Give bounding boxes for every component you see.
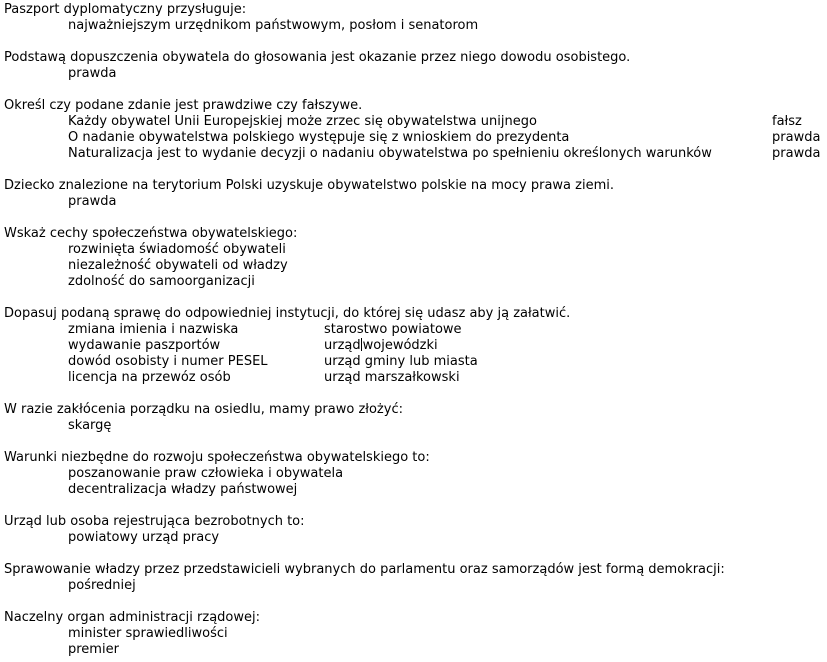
question-text: Sprawowanie władzy przez przedstawicieli wybranych do parlamentu oraz samorządów jest formą demokracji: (4, 562, 725, 577)
question-block (4, 2, 824, 34)
statement-row (4, 146, 824, 162)
match-matter: wydawanie paszportów (68, 338, 221, 353)
statement-verdict: fałsz (772, 114, 802, 129)
answer-line: prawda (68, 194, 117, 209)
answer-line: decentralizacja władzy państwowej (68, 482, 298, 497)
match-row (4, 370, 824, 386)
answer-line: minister sprawiedliwości (68, 626, 228, 641)
question-text: Paszport dyplomatyczny przysługuje: (4, 2, 247, 17)
match-institution: urząd gminy lub miasta (324, 354, 478, 369)
answer-line: prawda (68, 66, 117, 81)
answer-line: zdolność do samoorganizacji (68, 274, 255, 289)
statement-row (4, 130, 824, 146)
question-text: W razie zakłócenia porządku na osiedlu, mamy prawo złożyć: (4, 402, 403, 417)
match-matter: dowód osobisty i numer PESEL (68, 354, 268, 369)
statement-verdict: prawda (772, 130, 821, 145)
match-institution: wojewódzki (362, 338, 438, 353)
answer-line: poszanowanie praw człowieka i obywatela (68, 466, 344, 481)
match-institution: urząd marszałkowski (324, 370, 460, 385)
question-block (4, 514, 824, 546)
question-text: Dziecko znalezione na terytorium Polski uzyskuje obywatelstwo polskie na mocy prawa ziemi. (4, 178, 614, 193)
question-block (4, 98, 824, 162)
text-cursor (361, 338, 362, 351)
statement-text: O nadanie obywatelstwa polskiego występuje się z wnioskiem do prezydenta (68, 130, 570, 145)
answer-line: pośredniej (68, 578, 136, 593)
answer-line: powiatowy urząd pracy (68, 530, 220, 545)
match-row (4, 322, 824, 338)
question-block (4, 306, 824, 386)
match-row (4, 338, 824, 354)
match-institution: starostwo powiatowe (324, 322, 462, 337)
statement-text: Naturalizacja jest to wydanie decyzji o nadaniu obywatelstwa po spełnieniu określonych warunków (68, 146, 712, 161)
question-text: Wskaż cechy społeczeństwa obywatelskiego: (4, 226, 298, 241)
question-block (4, 178, 824, 210)
answer-line: skargę (68, 418, 112, 433)
match-matter: zmiana imienia i nazwiska (68, 322, 239, 337)
question-text: Dopasuj podaną sprawę do odpowiedniej instytucji, do której się udasz aby ją załatwić. (4, 306, 571, 321)
match-matter: licencja na przewóz osób (68, 370, 231, 385)
question-text: Urząd lub osoba rejestrująca bezrobotnych to: (4, 514, 305, 529)
answer-line: niezależność obywateli od władzy (68, 258, 288, 273)
question-block (4, 226, 824, 290)
answer-line: rozwinięta świadomość obywateli (68, 242, 286, 257)
question-text: Podstawą dopuszczenia obywatela do głosowania jest okazanie przez niego dowodu osobistego. (4, 50, 631, 65)
statement-row (4, 114, 824, 130)
match-row (4, 354, 824, 370)
match-institution-part: urząd (324, 338, 361, 353)
question-block (4, 50, 824, 82)
answer-line: premier (68, 642, 119, 657)
question-block (4, 610, 824, 658)
question-block (4, 402, 824, 434)
question-text: Określ czy podane zdanie jest prawdziwe czy fałszywe. (4, 98, 363, 113)
question-text: Naczelny organ administracji rządowej: (4, 610, 260, 625)
question-text: Warunki niezbędne do rozwoju społeczeństwa obywatelskiego to: (4, 450, 430, 465)
statement-text: Każdy obywatel Unii Europejskiej może zrzec się obywatelstwa unijnego (68, 114, 537, 129)
answer-line: najważniejszym urzędnikom państwowym, posłom i senatorom (68, 18, 479, 33)
question-block (4, 562, 824, 594)
question-block (4, 450, 824, 498)
statement-verdict: prawda (772, 146, 821, 161)
